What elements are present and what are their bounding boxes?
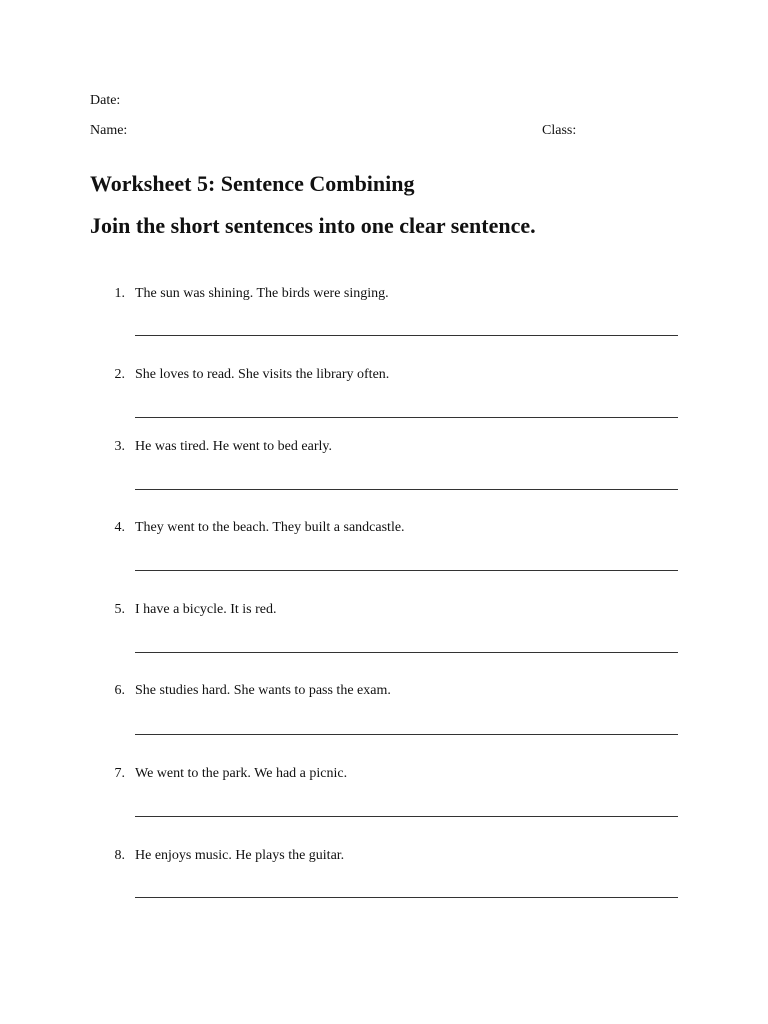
- question-item: [0, 287, 768, 357]
- answer-line[interactable]: [135, 734, 678, 735]
- date-label: Date:: [90, 93, 121, 108]
- question-text: We went to the park. We had a picnic.: [135, 766, 348, 781]
- question-number: 1.: [114, 286, 125, 301]
- question-item: [0, 603, 768, 673]
- answer-line[interactable]: [135, 897, 678, 898]
- question-number: 4.: [114, 520, 125, 535]
- question-number: 5.: [114, 602, 125, 617]
- question-item: [0, 440, 768, 510]
- question-item: [0, 849, 768, 919]
- question-number: 7.: [114, 766, 125, 781]
- answer-line[interactable]: [135, 570, 678, 571]
- question-text: I have a bicycle. It is red.: [135, 602, 277, 617]
- class-label: Class:: [542, 123, 577, 138]
- answer-line[interactable]: [135, 652, 678, 653]
- answer-line[interactable]: [135, 417, 678, 418]
- question-number: 6.: [114, 683, 125, 698]
- answer-line[interactable]: [135, 816, 678, 817]
- worksheet-instructions: Join the short sentences into one clear sentence.: [90, 213, 536, 238]
- question-text: He was tired. He went to bed early.: [135, 439, 332, 454]
- question-number: 2.: [114, 367, 125, 382]
- question-text: She studies hard. She wants to pass the exam.: [135, 683, 391, 698]
- question-text: The sun was shining. The birds were singing.: [135, 286, 389, 301]
- answer-line[interactable]: [135, 335, 678, 336]
- question-item: [0, 684, 768, 754]
- question-item: [0, 767, 768, 837]
- question-text: She loves to read. She visits the library often.: [135, 367, 390, 382]
- question-number: 3.: [114, 439, 125, 454]
- name-label: Name:: [90, 123, 128, 138]
- question-item: [0, 368, 768, 438]
- question-text: He enjoys music. He plays the guitar.: [135, 848, 345, 863]
- answer-line[interactable]: [135, 489, 678, 490]
- question-item: [0, 521, 768, 591]
- question-number: 8.: [114, 848, 125, 863]
- worksheet-title: Worksheet 5: Sentence Combining: [90, 171, 415, 196]
- question-text: They went to the beach. They built a sandcastle.: [135, 520, 405, 535]
